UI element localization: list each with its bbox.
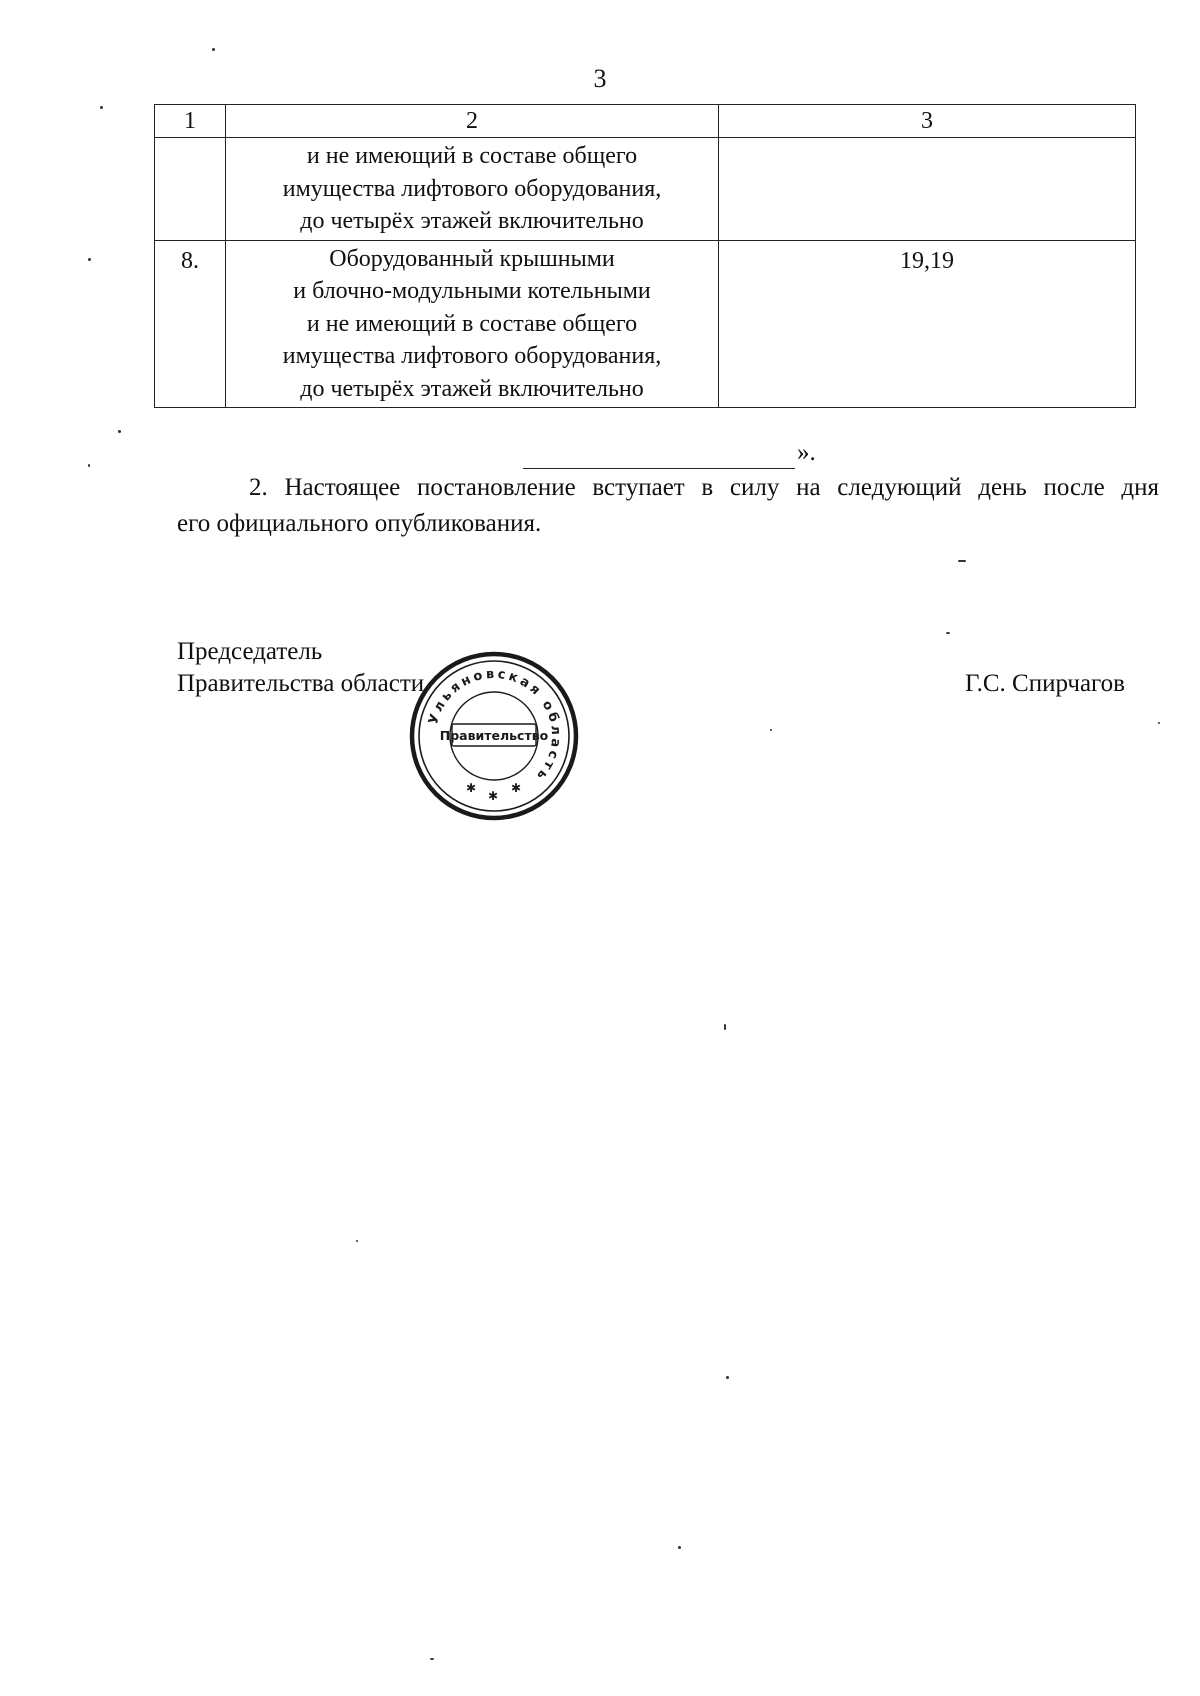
header-col-2: 2: [226, 105, 719, 138]
scan-speck: [726, 1376, 729, 1379]
row-description: [226, 240, 719, 408]
description-line: Оборудованный крышными: [329, 245, 615, 272]
table-row: [155, 240, 1136, 408]
scan-speck: [100, 106, 103, 109]
page-number: 3: [593, 64, 607, 93]
description-line: имущества лифтового оборудования,: [282, 175, 662, 202]
description-line: и не имеющий в составе общего: [306, 143, 638, 169]
scan-speck: [356, 1240, 358, 1242]
row-number: 8.: [155, 240, 226, 408]
paragraph-line: 2. Настоящее постановление вступает в силу на следующий день после дня: [249, 474, 1159, 501]
row-value: [719, 138, 1136, 241]
seal-ring-text: Ульяновская область: [426, 666, 564, 785]
effective-date-paragraph: [177, 470, 1159, 542]
header-col-1: 1: [155, 105, 226, 138]
description-line: имущества лифтового оборудования,: [282, 343, 662, 369]
scan-speck: [430, 1658, 434, 1660]
row-number: [155, 138, 226, 241]
paragraph-line: его официального опубликования.: [177, 510, 542, 537]
table-header-row: [155, 105, 1136, 138]
scan-speck: [958, 560, 966, 562]
scan-speck: [678, 1546, 681, 1549]
seal-center-text: Правительство: [439, 728, 549, 743]
seal-star-icon: ✱: [466, 781, 477, 795]
scan-speck: [118, 430, 121, 433]
scan-speck: [1158, 722, 1160, 724]
description-line: и блочно-модульными котельными: [293, 278, 651, 304]
closing-quote: ».: [797, 439, 816, 466]
scan-speck: [724, 1024, 726, 1030]
table-row: [155, 138, 1136, 241]
scan-speck: [212, 48, 215, 51]
seal-star-icon: ✱: [511, 781, 522, 795]
official-seal: [408, 650, 580, 822]
position-line: Председатель: [177, 638, 323, 665]
closing-underline: [523, 440, 795, 469]
row-description: [226, 138, 719, 241]
signatory-position: [177, 636, 424, 700]
scan-speck: [946, 632, 950, 634]
seal-star-icon: ✱: [488, 789, 499, 803]
description-line: до четырёх этажей включительно: [300, 208, 644, 234]
description-line: и не имеющий в составе общего: [306, 310, 638, 337]
description-line: до четырёх этажей включительно: [300, 375, 644, 402]
position-line: Правительства области: [177, 670, 425, 697]
scan-speck: [770, 729, 772, 731]
scan-speck: [88, 258, 91, 261]
tariff-table: [154, 104, 1136, 408]
row-value: 19,19: [719, 240, 1136, 408]
scan-speck: [88, 464, 90, 467]
signer-name: Г.С. Спирчагов: [965, 670, 1125, 697]
header-col-3: 3: [719, 105, 1136, 138]
